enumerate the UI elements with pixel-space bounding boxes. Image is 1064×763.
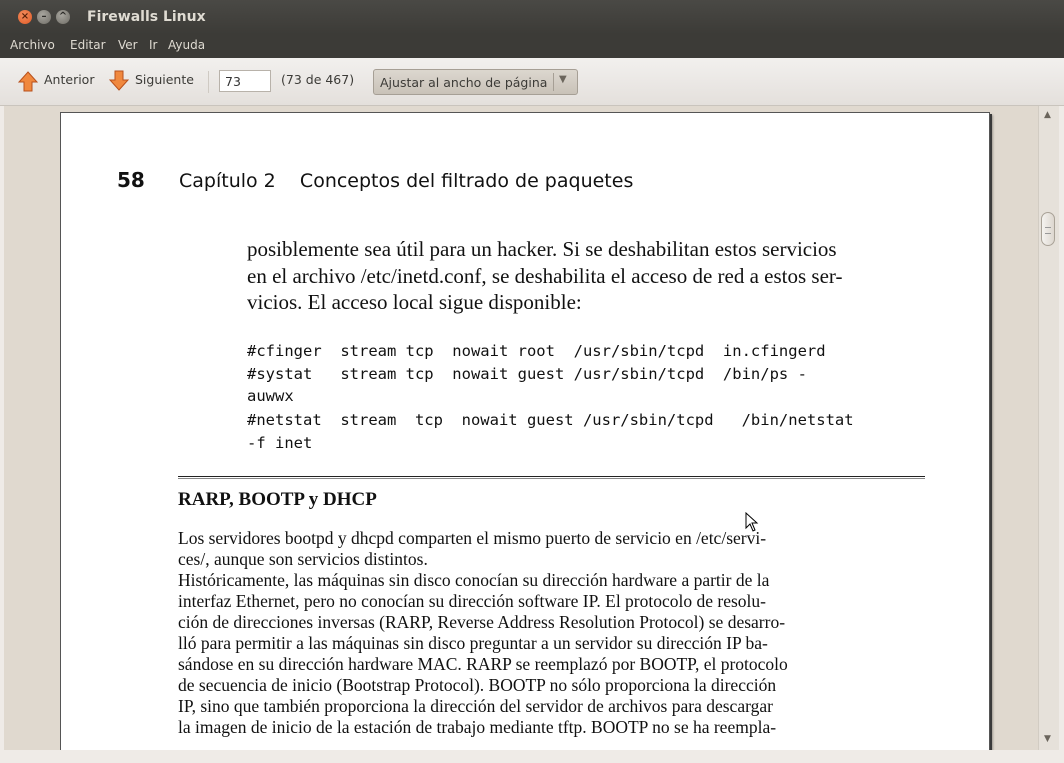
window-title: Firewalls Linux [87,9,206,25]
code-line: #netstat stream tcp nowait guest /usr/sbin/tcpd /bin/netstat [247,411,854,429]
scroll-up-icon[interactable]: ▲ [1044,110,1051,120]
toolbar [0,58,1064,106]
zoom-select[interactable] [373,69,578,95]
menu-ayuda[interactable]: Ayuda [168,38,206,52]
code-line: #cfinger stream tcp nowait root /usr/sbin/tcpd in.cfingerd [247,342,826,360]
code-line: #systat stream tcp nowait guest /usr/sbin/tcpd /bin/ps - [247,365,807,383]
menu-bar [0,34,1064,58]
code-line: auwwx [247,387,294,405]
vertical-scrollbar[interactable] [1038,106,1059,750]
menu-ver[interactable]: Ver [118,38,138,52]
scrollbar-thumb[interactable] [1041,212,1055,246]
previous-button[interactable]: Anterior [44,72,95,87]
title-bar [0,0,1064,34]
page-number-input[interactable]: 73 [219,70,271,92]
window-bottom-edge [0,750,1064,763]
text-line: ción de direcciones inversas (RARP, Reverse Address Resolution Protocol) se desarro- [178,612,786,632]
page-count-label: (73 de 467) [281,72,355,87]
zoom-divider [553,73,554,91]
text-line: lló para permitir a las máquinas sin disco preguntar a un servidor su dirección IP ba- [178,633,768,653]
text-line: de secuencia de inicio (Bootstrap Protocol). BOOTP no sólo proporciona la dirección [178,675,777,695]
text-line: IP, sino que también proporciona la dirección del servidor de archivos para descargar [178,696,773,716]
menu-archivo[interactable]: Archivo [10,38,55,52]
section-rule [178,476,925,477]
document-page [60,112,990,750]
text-line: Históricamente, las máquinas sin disco conocían su dirección hardware a partir de la [178,570,770,590]
arrow-up-icon[interactable] [18,71,38,92]
text-line: sándose en su dirección hardware MAC. RARP se reemplazó por BOOTP, el protocolo [178,654,788,674]
maximize-window-button[interactable]: ^ [56,10,70,24]
section-rule-secondary [178,478,925,479]
chevron-down-icon[interactable]: ▼ [559,74,567,85]
text-line: la imagen de inicio de la estación de trabajo mediante tftp. BOOTP no se ha reempla- [178,717,777,737]
chapter-header: Capítulo 2 Conceptos del filtrado de paquetes [179,170,634,192]
text-line: en el archivo /etc/inetd.conf, se deshabilita el acceso de red a estos ser- [247,263,843,288]
zoom-label: Ajustar al ancho de página [380,75,548,90]
text-line: interfaz Ethernet, pero no conocían su dirección software IP. El protocolo de resolu- [178,591,766,611]
menu-editar[interactable]: Editar [70,38,106,52]
body-paragraph [178,528,925,738]
text-line: posiblemente sea útil para un hacker. Si se deshabilitan estos servicios [247,237,837,261]
text-line: ces/, aunque son servicios distintos. [178,549,428,569]
toolbar-separator [208,71,209,93]
section-heading: RARP, BOOTP y DHCP [178,489,377,510]
intro-paragraph [247,236,927,316]
arrow-down-icon[interactable] [109,70,129,91]
close-window-button[interactable]: × [18,10,32,24]
scroll-down-icon[interactable]: ▼ [1044,734,1051,744]
menu-ir[interactable]: Ir [149,38,158,52]
mouse-cursor-icon [745,512,759,532]
page-number: 58 [117,168,145,192]
document-viewport[interactable] [4,106,1038,750]
text-line: Los servidores bootpd y dhcpd comparten el mismo puerto de servicio en /etc/servi- [178,528,767,548]
minimize-window-button[interactable]: – [37,10,51,24]
code-line: -f inet [247,434,313,452]
text-line: vicios. El acceso local sigue disponible: [247,290,582,314]
next-button[interactable]: Siguiente [135,72,194,87]
